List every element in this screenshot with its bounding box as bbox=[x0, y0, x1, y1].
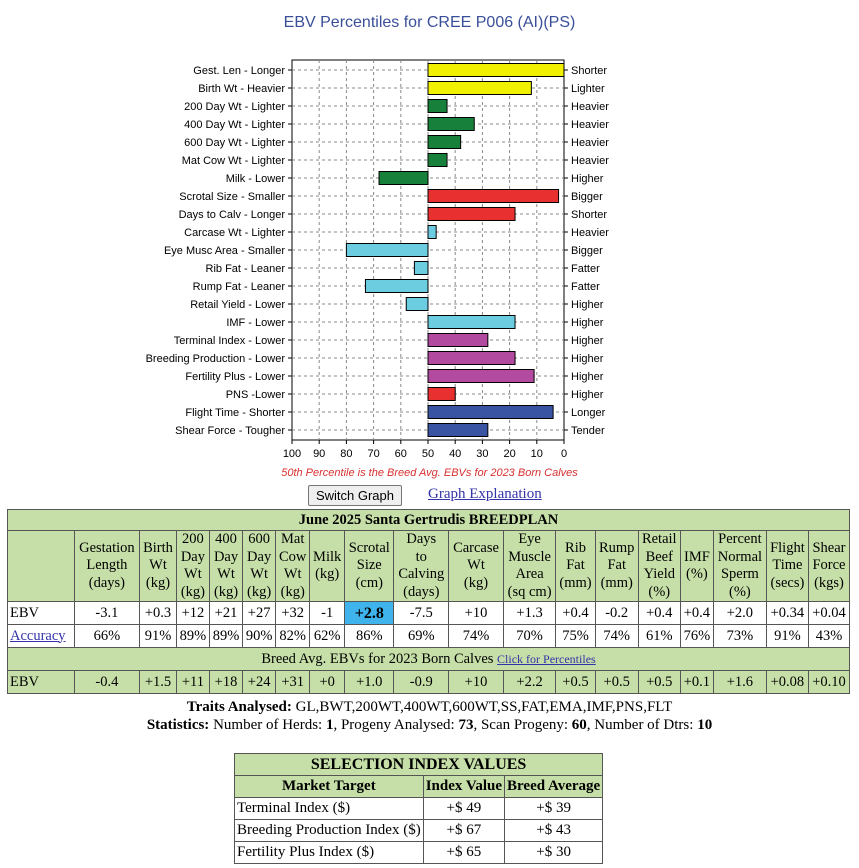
col-header-line: (%) bbox=[729, 583, 751, 600]
col-header-line: Eye bbox=[518, 531, 541, 547]
breed-avg-cell: -0.9 bbox=[394, 671, 449, 694]
col-header-line: Sperm bbox=[720, 566, 759, 582]
percentile-bar bbox=[428, 118, 474, 131]
percentile-bar bbox=[428, 316, 515, 329]
accuracy-cell: 89% bbox=[209, 625, 242, 648]
bar-right-label: Higher bbox=[571, 353, 604, 365]
statistics-line: Statistics: Number of Herds: 1, Progeny Analysed: 73, Scan Progeny: 60, Number of Dtrs: 10 bbox=[146, 717, 713, 733]
col-header-line: 400 bbox=[215, 531, 237, 547]
col-header-line: (%) bbox=[686, 566, 708, 582]
bar-left-label: Rib Fat - Leaner bbox=[205, 263, 285, 275]
bar-right-label: Fatter bbox=[571, 263, 600, 275]
col-header-line: Rib bbox=[565, 539, 586, 556]
ebv-cell: +0.3 bbox=[140, 602, 177, 625]
percentile-bar bbox=[346, 244, 428, 257]
col-header bbox=[243, 531, 276, 602]
ebv-row bbox=[8, 602, 850, 625]
col-index-value: Index Value bbox=[423, 776, 504, 798]
accuracy-cell: 74% bbox=[595, 625, 638, 648]
col-header-line: IMF bbox=[683, 548, 710, 565]
col-header bbox=[713, 531, 766, 602]
percentile-bar bbox=[428, 136, 461, 149]
bar-left-label: Days to Calv - Longer bbox=[178, 209, 285, 221]
col-header-line: Milk bbox=[313, 548, 342, 565]
col-header-line: Mat bbox=[281, 531, 305, 547]
bar-left-label: Birth Wt - Heavier bbox=[198, 83, 285, 95]
selection-avg: +$ 30 bbox=[505, 842, 603, 864]
col-header bbox=[345, 531, 394, 602]
bar-left-label: Mat Cow Wt - Lighter bbox=[181, 155, 285, 167]
breed-avg-cell: +0.08 bbox=[766, 671, 808, 694]
summary-block bbox=[0, 698, 859, 734]
selection-index-table bbox=[234, 753, 603, 864]
dtrs-value: 10 bbox=[697, 717, 713, 733]
progeny-value: 73 bbox=[458, 717, 474, 733]
col-header bbox=[556, 531, 595, 602]
col-header-line: (mm) bbox=[559, 574, 592, 591]
col-header-line: Scrotal bbox=[348, 539, 390, 556]
breedplan-table bbox=[7, 509, 850, 694]
ebv-cell: -1 bbox=[310, 602, 345, 625]
bar-right-label: Higher bbox=[571, 389, 604, 401]
accuracy-cell: 89% bbox=[176, 625, 209, 648]
progeny-label: Progeny Analysed: bbox=[340, 717, 455, 733]
x-tick-label: 20 bbox=[503, 448, 516, 460]
col-header-line: Cow bbox=[278, 548, 307, 565]
col-header bbox=[638, 531, 680, 602]
bar-right-label: Higher bbox=[571, 173, 604, 185]
breed-avg-cell: +1.6 bbox=[713, 671, 766, 694]
percentile-bar bbox=[414, 262, 428, 275]
x-tick-label: 90 bbox=[313, 448, 326, 460]
bar-right-label: Lighter bbox=[571, 83, 605, 95]
x-tick-label: 60 bbox=[394, 448, 407, 460]
bar-right-label: Heavier bbox=[571, 119, 609, 131]
bar-right-label: Higher bbox=[571, 335, 604, 347]
bar-right-label: Higher bbox=[571, 299, 604, 311]
selection-avg: +$ 39 bbox=[505, 798, 603, 820]
percentile-bar bbox=[428, 226, 436, 239]
bar-left-label: Terminal Index - Lower bbox=[173, 335, 285, 347]
accuracy-cell: 82% bbox=[276, 625, 310, 648]
ebv-cell: +12 bbox=[176, 602, 209, 625]
col-header-line: Normal bbox=[717, 548, 763, 565]
ebv-cell: +2.0 bbox=[713, 602, 766, 625]
col-header bbox=[503, 531, 555, 602]
bar-left-label: Eye Musc Area - Smaller bbox=[163, 245, 285, 257]
ebv-cell: +21 bbox=[209, 602, 242, 625]
col-header-line: Beef bbox=[645, 548, 673, 565]
traits-value: GL,BWT,200WT,400WT,600WT,SS,FAT,EMA,IMF,PNS,FLT bbox=[295, 699, 673, 715]
breed-avg-cell: +0.1 bbox=[680, 671, 713, 694]
breed-avg-cell: +0.5 bbox=[556, 671, 595, 694]
bar-right-label: Heavier bbox=[571, 155, 609, 167]
scan-value: 60 bbox=[571, 717, 587, 733]
bar-left-label: IMF - Lower bbox=[226, 317, 285, 329]
percentile-bar bbox=[428, 334, 488, 347]
col-header bbox=[310, 531, 345, 602]
bar-right-label: Higher bbox=[571, 371, 604, 383]
x-tick-label: 40 bbox=[449, 448, 462, 460]
col-breed-average: Breed Average bbox=[505, 776, 603, 798]
herds-value: 1 bbox=[325, 717, 334, 733]
col-header-line: Shear bbox=[812, 539, 846, 556]
accuracy-cell: 61% bbox=[638, 625, 680, 648]
breed-avg-cell: +1.0 bbox=[345, 671, 394, 694]
header-blank bbox=[8, 531, 75, 602]
ebv-cell: -0.2 bbox=[595, 602, 638, 625]
ebv-cell: +0.4 bbox=[556, 602, 595, 625]
breed-avg-title: Breed Avg. EBVs for 2023 Born Calves bbox=[261, 650, 494, 667]
col-header bbox=[74, 531, 140, 602]
x-tick-label: 10 bbox=[530, 448, 543, 460]
col-header-line: (days) bbox=[403, 583, 440, 600]
accuracy-link-cell bbox=[8, 625, 75, 648]
col-market-target: Market Target bbox=[235, 776, 424, 798]
selection-name: Breeding Production Index ($) bbox=[235, 820, 424, 842]
bar-right-label: Tender bbox=[571, 425, 605, 437]
col-header bbox=[766, 531, 808, 602]
selection-value: +$ 67 bbox=[423, 820, 504, 842]
col-header-line: (kg) bbox=[280, 583, 305, 600]
col-header-line: Wt bbox=[283, 566, 302, 582]
accuracy-cell: 91% bbox=[140, 625, 177, 648]
breed-avg-cell: +0.10 bbox=[808, 671, 849, 694]
x-tick-label: 80 bbox=[340, 448, 353, 460]
breed-avg-cell: +18 bbox=[209, 671, 242, 694]
bar-left-label: Gest. Len - Longer bbox=[193, 65, 285, 77]
x-tick-label: 100 bbox=[282, 448, 302, 460]
ebv-cell: +2.8 bbox=[345, 602, 394, 625]
bar-right-label: Bigger bbox=[571, 191, 603, 203]
selection-avg: +$ 43 bbox=[505, 820, 603, 842]
breed-avg-cell: +0.5 bbox=[595, 671, 638, 694]
col-header-line: Day bbox=[180, 548, 205, 565]
bar-left-label: 600 Day Wt - Lighter bbox=[184, 137, 285, 149]
col-header-line: Carcase bbox=[453, 539, 499, 556]
col-header-line: (cm) bbox=[355, 574, 383, 591]
selection-title: SELECTION INDEX VALUES bbox=[235, 754, 603, 776]
switch-graph-button[interactable]: Switch Graph bbox=[308, 485, 402, 506]
selection-row bbox=[235, 820, 603, 842]
percentile-bar bbox=[428, 424, 488, 437]
bar-right-label: Fatter bbox=[571, 281, 600, 293]
accuracy-cell: 43% bbox=[808, 625, 849, 648]
col-header-line: (kg) bbox=[180, 583, 205, 600]
col-header-line: Time bbox=[772, 557, 803, 574]
breed-avg-cell: +1.5 bbox=[140, 671, 177, 694]
col-header bbox=[140, 531, 177, 602]
bar-left-label: Fertility Plus - Lower bbox=[185, 371, 285, 383]
accuracy-cell: 66% bbox=[74, 625, 140, 648]
breed-avg-cell: +0 bbox=[310, 671, 345, 694]
breed-avg-row-label: EBV bbox=[8, 671, 75, 694]
col-header-line: (kg) bbox=[213, 583, 239, 600]
selection-value: +$ 49 bbox=[423, 798, 504, 820]
col-header-line: (kg) bbox=[463, 574, 489, 591]
percentile-bar bbox=[428, 82, 531, 95]
col-header-line: Percent bbox=[718, 531, 762, 547]
breedplan-title: June 2025 Santa Gertrudis BREEDPLAN bbox=[8, 510, 850, 531]
accuracy-cell: 73% bbox=[713, 625, 766, 648]
bar-left-label: 400 Day Wt - Lighter bbox=[184, 119, 285, 131]
breed-avg-row bbox=[8, 671, 850, 694]
percentile-bar bbox=[365, 280, 428, 293]
ebv-cell: +32 bbox=[276, 602, 310, 625]
bar-left-label: Carcase Wt - Lighter bbox=[184, 227, 285, 239]
chart-title: EBV Percentiles for CREE P006 (AI)(PS) bbox=[283, 14, 576, 31]
bar-left-label: Milk - Lower bbox=[225, 173, 285, 185]
col-header-line: Wt bbox=[250, 566, 268, 582]
selection-value: +$ 65 bbox=[423, 842, 504, 864]
bar-right-label: Heavier bbox=[571, 101, 609, 113]
accuracy-cell: 75% bbox=[556, 625, 595, 648]
col-header-line: Wt bbox=[467, 557, 485, 574]
accuracy-link[interactable]: Accuracy bbox=[10, 627, 66, 644]
percentile-bar bbox=[428, 406, 553, 419]
bar-right-label: Longer bbox=[571, 407, 606, 419]
col-header-line: to bbox=[415, 548, 427, 565]
col-header bbox=[680, 531, 713, 602]
bar-left-label: Breeding Production - Lower bbox=[145, 353, 285, 365]
bar-right-label: Heavier bbox=[571, 227, 609, 239]
accuracy-cell: 70% bbox=[503, 625, 555, 648]
col-header-line: Rump bbox=[598, 539, 635, 556]
col-header-line: Calving bbox=[398, 566, 445, 582]
col-header-line: Length bbox=[86, 557, 128, 574]
click-for-percentiles-link[interactable]: Click for Percentiles bbox=[497, 651, 596, 666]
scan-label: Scan Progeny: bbox=[480, 717, 569, 733]
breed-avg-cell: +31 bbox=[276, 671, 310, 694]
accuracy-cell: 76% bbox=[680, 625, 713, 648]
ebv-cell: +0.4 bbox=[680, 602, 713, 625]
bar-right-label: Shorter bbox=[571, 65, 608, 77]
percentile-bar bbox=[428, 190, 559, 203]
bar-right-label: Higher bbox=[571, 317, 604, 329]
percentile-bar bbox=[428, 370, 534, 383]
statistics-label: Statistics: bbox=[146, 717, 210, 733]
col-header-line: Wt bbox=[217, 566, 235, 582]
percentile-bar bbox=[428, 352, 515, 365]
breed-avg-cell: +0.5 bbox=[638, 671, 680, 694]
graph-explanation-link[interactable]: Graph Explanation bbox=[428, 486, 542, 502]
breed-avg-cell: +11 bbox=[176, 671, 209, 694]
selection-row bbox=[235, 842, 603, 864]
traits-line bbox=[0, 698, 859, 716]
breed-avg-title-cell bbox=[8, 648, 850, 671]
col-header-line: Muscle bbox=[508, 548, 551, 565]
ebv-cell: -3.1 bbox=[74, 602, 140, 625]
col-header-line: Fat bbox=[607, 557, 626, 574]
col-header-line: (kg) bbox=[247, 583, 272, 600]
breed-avg-cell: +2.2 bbox=[503, 671, 555, 694]
col-header bbox=[449, 531, 504, 602]
col-header-line: (kgs) bbox=[814, 574, 844, 591]
col-header bbox=[276, 531, 310, 602]
chart-note: 50th Percentile is the Breed Avg. EBVs for 2023 Born Calves bbox=[281, 467, 578, 479]
col-header bbox=[209, 531, 242, 602]
x-tick-label: 0 bbox=[560, 448, 568, 460]
bar-left-label: Rump Fat - Leaner bbox=[192, 281, 285, 293]
col-header-line: (mm) bbox=[600, 574, 633, 591]
header-row bbox=[8, 531, 850, 602]
selection-name: Fertility Plus Index ($) bbox=[235, 842, 424, 864]
selection-row bbox=[235, 798, 603, 820]
accuracy-cell: 90% bbox=[243, 625, 276, 648]
bar-right-label: Bigger bbox=[571, 245, 603, 257]
accuracy-cell: 91% bbox=[766, 625, 808, 648]
col-header-line: Birth bbox=[143, 539, 173, 556]
col-header-line: Size bbox=[356, 557, 382, 574]
herds-label: Number of Herds: bbox=[213, 717, 323, 733]
col-header-line: (secs) bbox=[770, 574, 805, 591]
percentile-bar bbox=[379, 172, 428, 185]
percentile-bar bbox=[406, 298, 428, 311]
percentile-bar bbox=[428, 208, 515, 221]
accuracy-cell: 74% bbox=[449, 625, 504, 648]
percentile-bar bbox=[428, 154, 447, 167]
col-header-line: (kg) bbox=[145, 574, 171, 591]
x-tick-label: 30 bbox=[476, 448, 489, 460]
bar-left-label: PNS -Lower bbox=[225, 389, 285, 401]
bar-left-label: Retail Yield - Lower bbox=[190, 299, 285, 311]
col-header-line: (kg) bbox=[315, 566, 340, 582]
selection-name: Terminal Index ($) bbox=[235, 798, 424, 820]
col-header-line: Retail bbox=[641, 531, 677, 547]
traits-label: Traits Analysed: bbox=[186, 699, 292, 715]
percentile-bar bbox=[428, 388, 455, 401]
accuracy-row bbox=[8, 625, 850, 648]
breed-avg-cell: +24 bbox=[243, 671, 276, 694]
col-header-line: (sq cm) bbox=[507, 583, 552, 600]
col-header-line: Wt bbox=[149, 557, 167, 574]
bar-left-label: Shear Force - Tougher bbox=[175, 425, 285, 437]
ebv-cell: -7.5 bbox=[394, 602, 449, 625]
col-header bbox=[394, 531, 449, 602]
col-header bbox=[176, 531, 209, 602]
percentile-bar bbox=[428, 64, 564, 77]
col-header bbox=[808, 531, 849, 602]
bar-right-label: Heavier bbox=[571, 137, 609, 149]
breed-avg-cell: +10 bbox=[449, 671, 504, 694]
col-header-line: Days bbox=[406, 531, 437, 547]
col-header-line: Gestation bbox=[79, 539, 135, 556]
col-header-line: Yield bbox=[643, 566, 675, 582]
bar-left-label: Flight Time - Shorter bbox=[185, 407, 285, 419]
breed-avg-cell: -0.4 bbox=[74, 671, 140, 694]
percentile-bar bbox=[428, 100, 447, 113]
col-header-line: 600 bbox=[248, 531, 270, 547]
ebv-cell: +10 bbox=[449, 602, 504, 625]
accuracy-cell: 69% bbox=[394, 625, 449, 648]
dtrs-label: Number of Dtrs: bbox=[594, 717, 694, 733]
ebv-cell: +27 bbox=[243, 602, 276, 625]
ebv-cell: +0.4 bbox=[638, 602, 680, 625]
col-header-line: Fat bbox=[566, 557, 585, 574]
col-header-line: Force bbox=[812, 557, 846, 574]
col-header-line: (%) bbox=[648, 583, 671, 600]
ebv-cell: +0.04 bbox=[808, 602, 849, 625]
ebv-row-label: EBV bbox=[8, 602, 75, 625]
col-header-line: Area bbox=[515, 566, 544, 582]
x-tick-label: 70 bbox=[367, 448, 380, 460]
bar-left-label: Scrotal Size - Smaller bbox=[179, 191, 285, 203]
breed-avg-title-row bbox=[8, 648, 850, 671]
col-header-line: (days) bbox=[88, 574, 126, 591]
bar-left-label: 200 Day Wt - Lighter bbox=[184, 101, 285, 113]
ebv-cell: +1.3 bbox=[503, 602, 555, 625]
col-header-line: Wt bbox=[184, 566, 202, 582]
accuracy-cell: 62% bbox=[310, 625, 345, 648]
ebv-cell: +0.34 bbox=[766, 602, 808, 625]
bar-right-label: Shorter bbox=[571, 209, 608, 221]
col-header-line: Flight bbox=[770, 539, 805, 556]
col-header-line: 200 bbox=[182, 531, 204, 547]
col-header-line: Day bbox=[213, 548, 239, 565]
col-header bbox=[595, 531, 638, 602]
col-header-line: Day bbox=[247, 548, 272, 565]
accuracy-cell: 86% bbox=[345, 625, 394, 648]
x-tick-label: 50 bbox=[421, 448, 435, 460]
